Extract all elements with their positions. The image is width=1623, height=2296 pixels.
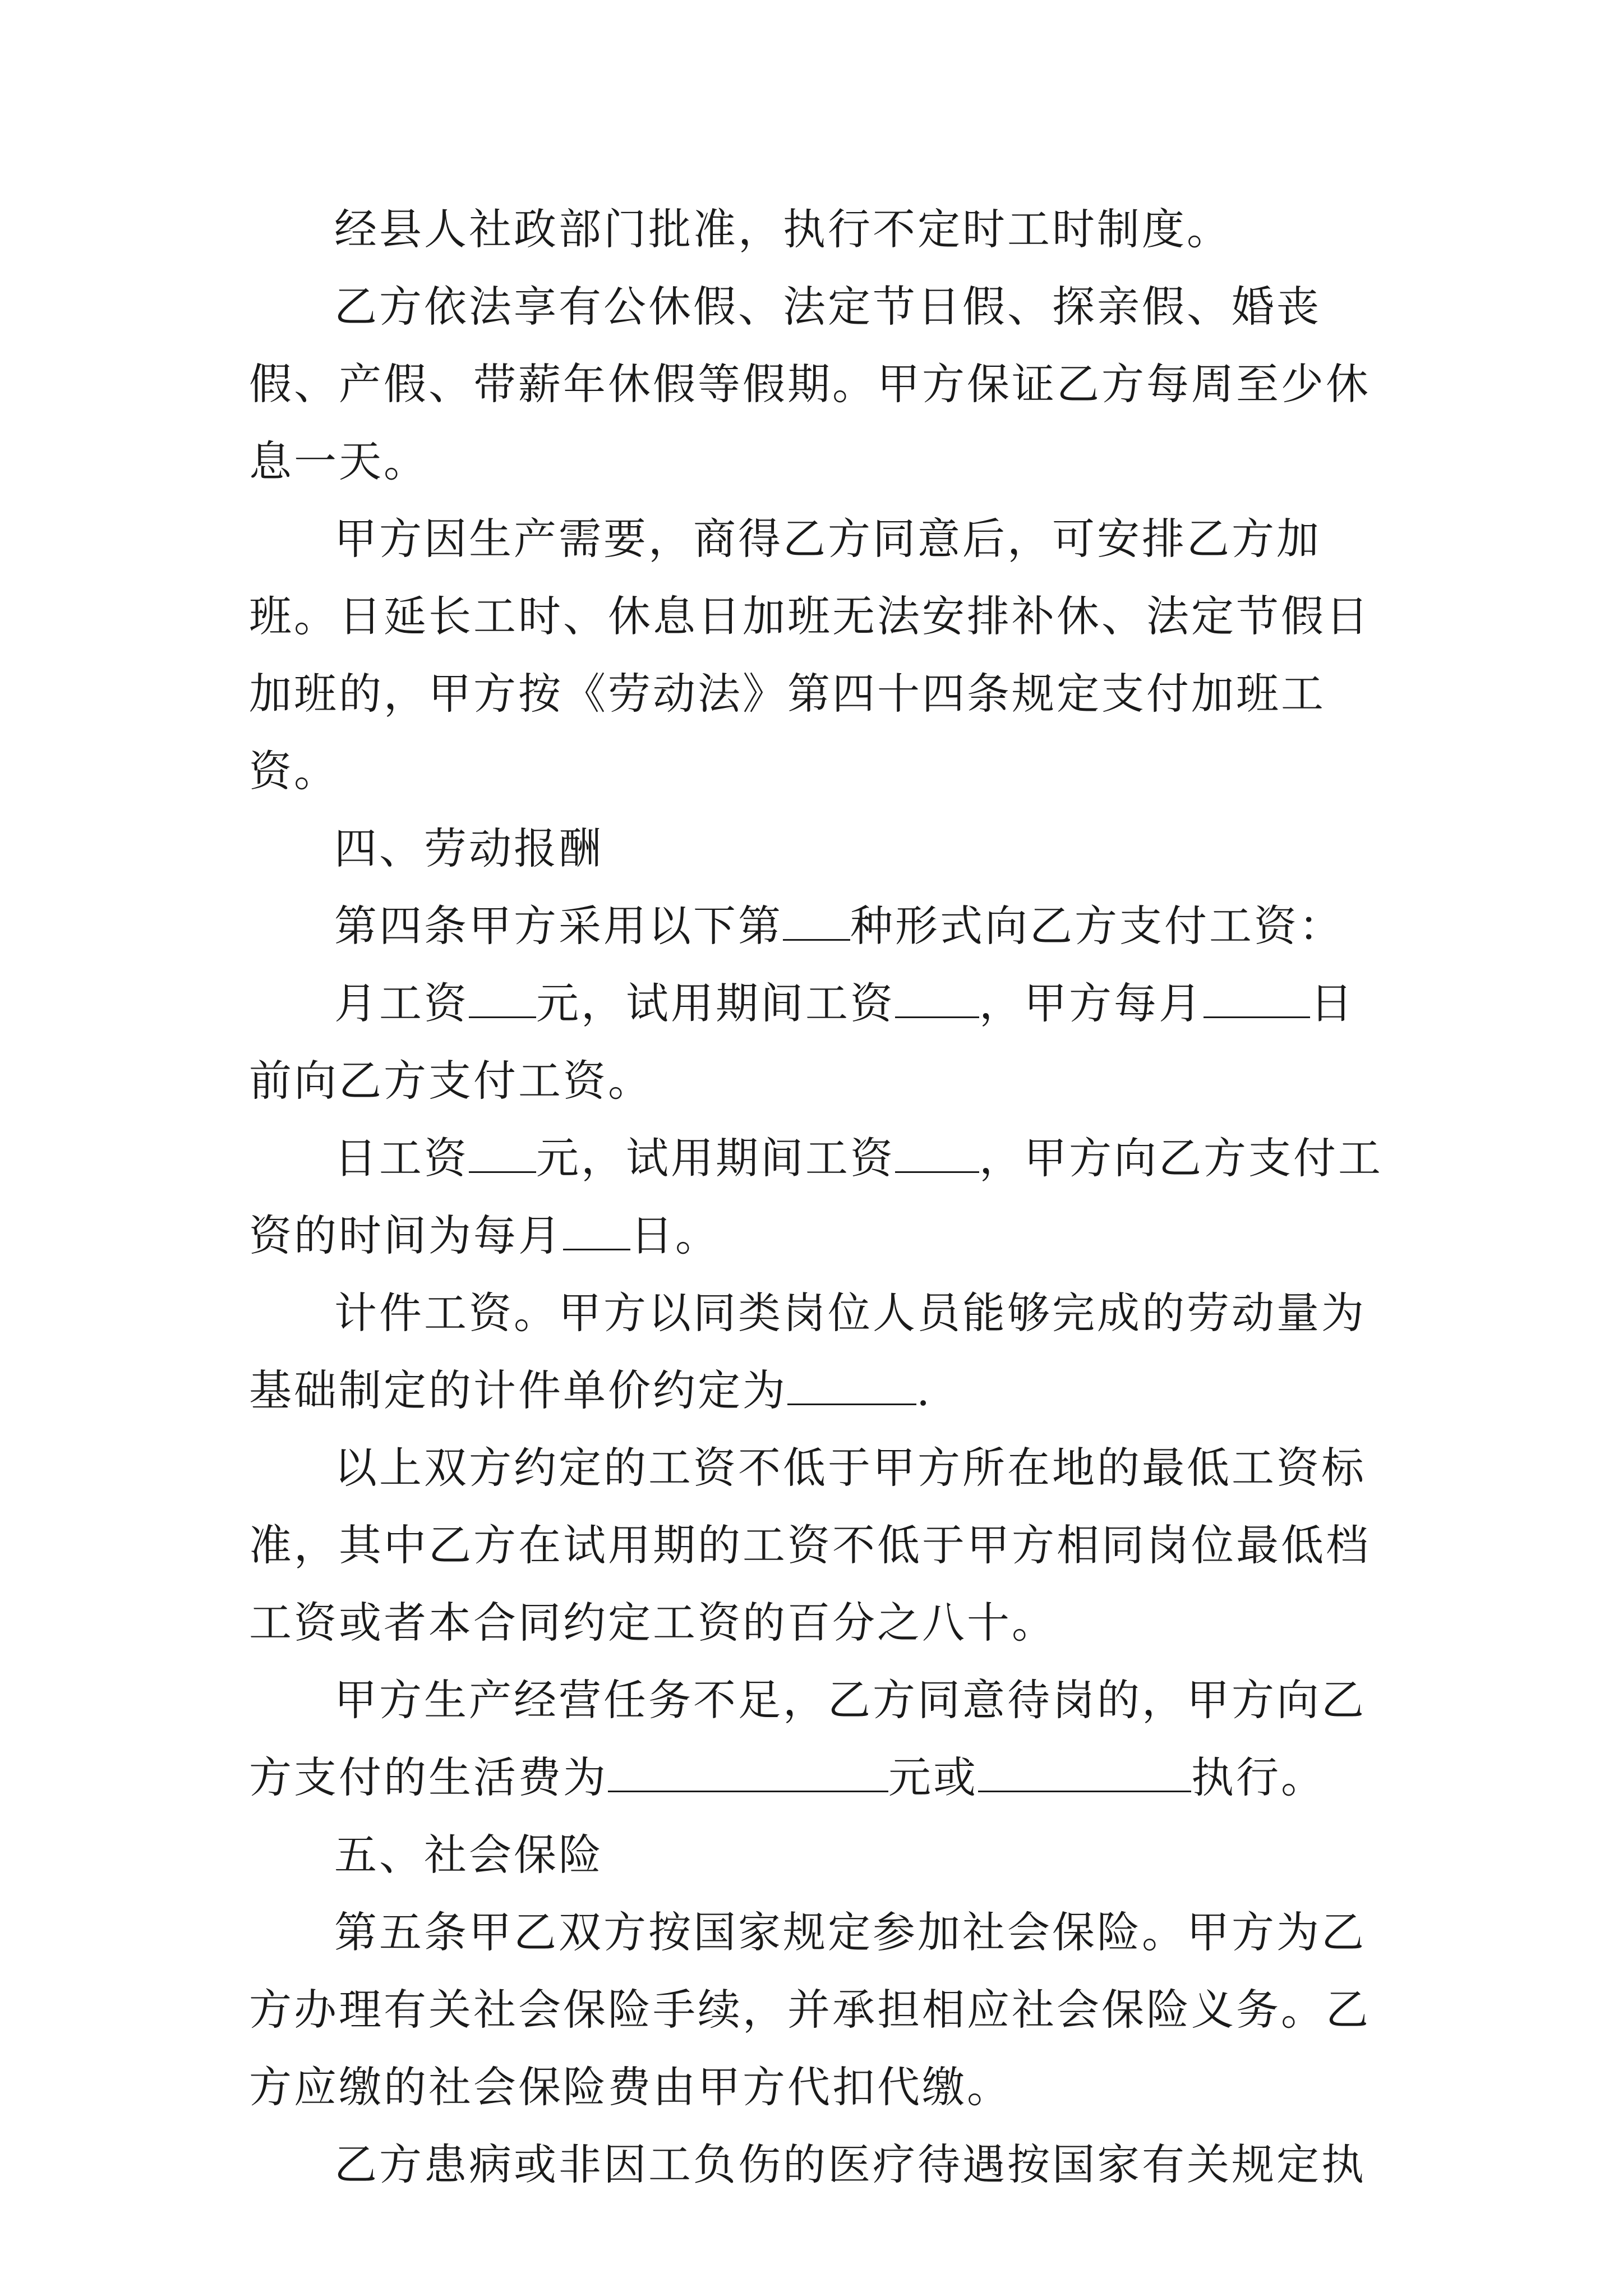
paragraph-work-hours: 经县人社政部门批准，执行不定时工时制度。 — [334, 204, 1232, 254]
blank-field-daily-wage — [469, 1134, 536, 1173]
paragraph-medical: 乙方患病或非因工负伤的医疗待遇按国家有关规定执 — [334, 2139, 1366, 2189]
daily-text-b: 元，试用期间工资 — [536, 1133, 895, 1183]
blank-field-daily-probation-wage — [895, 1134, 979, 1173]
paragraph-minimum-wage: 以上双方约定的工资不低于甲方所在地的最低工资标准，其中乙方在试用期的工资不低于甲方相同岗位最低档工资或者本合同约定工资的百分之八十。 — [249, 1443, 1371, 1648]
blank-field-wage-form — [783, 902, 850, 941]
article4-text-b: 种形式向乙方支付工资： — [850, 901, 1344, 951]
article4-text-a: 第四条甲方采用以下第 — [334, 901, 783, 951]
paragraph-article-4 — [249, 887, 1387, 965]
paragraph-piece-wage — [249, 1274, 1387, 1429]
blank-field-daily-pay-day — [563, 1212, 630, 1250]
piece-text-b: . — [916, 1365, 933, 1415]
monthly-text-c: ，甲方每月 — [979, 978, 1204, 1028]
monthly-text-d: 日前向乙方支付工资。 — [249, 978, 1355, 1106]
contract-body — [249, 191, 1387, 2203]
blank-field-monthly-probation-wage — [895, 979, 979, 1018]
section-heading-remuneration: 四、劳动报酬 — [334, 823, 603, 873]
paragraph-daily-wage — [249, 1120, 1387, 1274]
daily-text-a: 日工资 — [334, 1133, 469, 1183]
daily-text-d: 日。 — [630, 1211, 720, 1260]
paragraph-monthly-wage — [249, 965, 1387, 1120]
section-heading-social-insurance: 五、社会保险 — [334, 1830, 603, 1880]
standby-text-b: 元或 — [888, 1752, 978, 1802]
blank-field-monthly-wage — [469, 979, 536, 1018]
standby-text-c: 执行。 — [1191, 1752, 1326, 1802]
standby-text-a: 甲方生产经营任务不足，乙方同意待岗的，甲方向乙方支付的生活费为 — [249, 1675, 1366, 1802]
blank-field-living-allowance — [608, 1754, 888, 1792]
monthly-text-a: 月工资 — [334, 978, 469, 1028]
paragraph-standby — [249, 1662, 1387, 1816]
paragraph-holidays: 乙方依法享有公休假、法定节日假、探亲假、婚丧假、产假、带薪年休假等假期。甲方保证乙方每周至少休息一天。 — [249, 282, 1371, 486]
blank-field-piece-rate — [787, 1366, 916, 1405]
paragraph-article-5: 第五条甲乙双方按国家规定参加社会保险。甲方为乙方办理有关社会保险手续，并承担相应社会保险义务。乙方应缴的社会保险费由甲方代扣代缴。 — [249, 1907, 1371, 2112]
daily-text-c: ，甲方向乙方支付工资的时间为每月 — [249, 1133, 1383, 1260]
blank-field-monthly-pay-day — [1204, 979, 1310, 1018]
blank-field-living-allowance-alt — [978, 1754, 1191, 1792]
monthly-text-b: 元，试用期间工资 — [536, 978, 895, 1028]
paragraph-overtime: 甲方因生产需要，商得乙方同意后，可安排乙方加班。日延长工时、休息日加班无法安排补休、法定节假日加班的，甲方按《劳动法》第四十四条规定支付加班工资。 — [249, 514, 1371, 796]
piece-text-a: 计件工资。甲方以同类岗位人员能够完成的劳动量为基础制定的计件单价约定为 — [249, 1288, 1366, 1415]
